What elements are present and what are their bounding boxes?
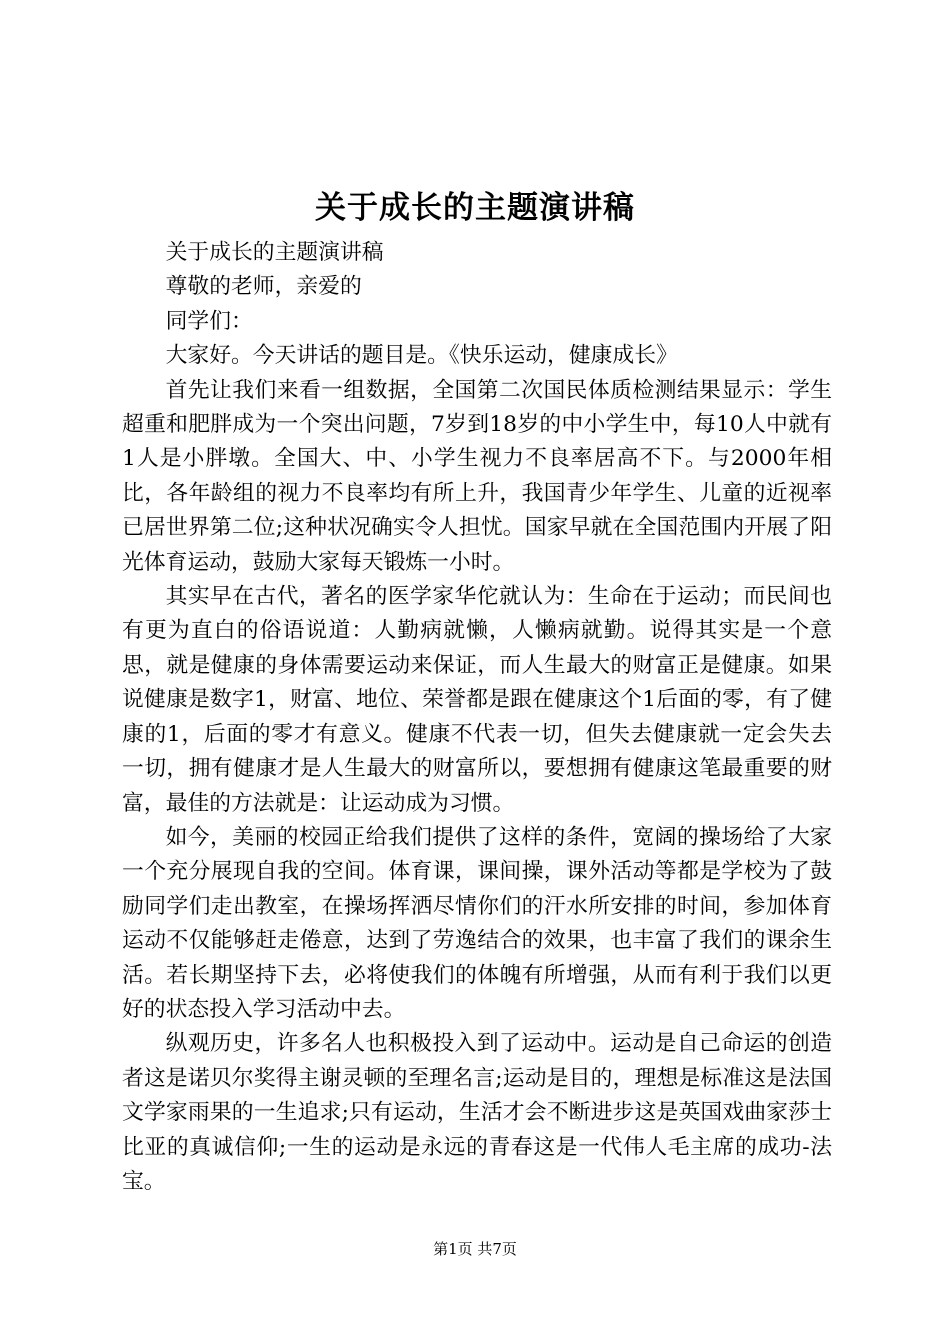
paragraph-salutation-cont: 同学们：: [165, 308, 253, 334]
document-title: 关于成长的主题演讲稿: [315, 190, 635, 226]
paragraph-campus: 如今，美丽的校园正给我们提供了这样的条件，宽阔的操场给了大家一个充分展现自我的空间。体育课，课间操，课外活动等都是学校为了鼓励同学们走出教室，在操场挥洒尽情你们的汗水所安排的时间，参加体育运动不仅能够赶走倦意，达到了劳逸结合的效果，也丰富了我们的课余生活。若长期坚持下去，必将使我们的体魄有所增强，从而有利于我们以更好的状态投入学习活动中去。: [122, 824, 832, 1022]
paragraph-famous: 纵观历史，许多名人也积极投入到了运动中。运动是自己命运的创造者这是诺贝尔奖得主谢灵顿的至理名言;运动是目的，理想是标准这是法国文学家雨果的一生追求;只有运动，生活才会不断进步这是英国戏曲家莎士比亚的真诚信仰;一生的运动是永远的青春这是一代伟人毛主席的成功-法宝。: [122, 1031, 832, 1194]
paragraph-data: 首先让我们来看一组数据，全国第二次国民体质检测结果显示：学生超重和肥胖成为一个突出问题，7岁到18岁的中小学生中，每10人中就有1人是小胖墩。全国大、中、小学生视力不良率居高不下。与2000年相比，各年龄组的视力不良率均有所上升，我国青少年学生、儿童的近视率已居世界第二位;这种状况确实令人担忧。国家早就在全国范围内开展了阳光体育运动，鼓励大家每天锻炼一小时。: [122, 377, 832, 575]
paragraph-greeting: 大家好。今天讲话的题目是。《快乐运动，健康成长》: [165, 343, 678, 369]
paragraph-subtitle: 关于成长的主题演讲稿: [165, 240, 384, 265]
page-footer: 第1页 共7页: [433, 1240, 517, 1258]
document-body: [122, 236, 832, 1199]
paragraph-history: 其实早在古代，著名的医学家华佗就认为：生命在于运动；而民间也有更为直白的俗语说道：人勤病就懒，人懒病就勤。说得其实是一个意思，就是健康的身体需要运动来保证，而人生最大的财富正是健康。如果说健康是数字1，财富、地位、荣誉都是跟在健康这个1后面的零，有了健康的1，后面的零才有意义。健康不代表一切，但失去健康就一定会失去一切，拥有健康才是人生最大的财富所以，要想拥有健康这笔最重要的财富，最佳的方法就是：让运动成为习惯。: [122, 584, 832, 816]
paragraph-salutation: 尊敬的老师，亲爱的: [165, 274, 362, 300]
